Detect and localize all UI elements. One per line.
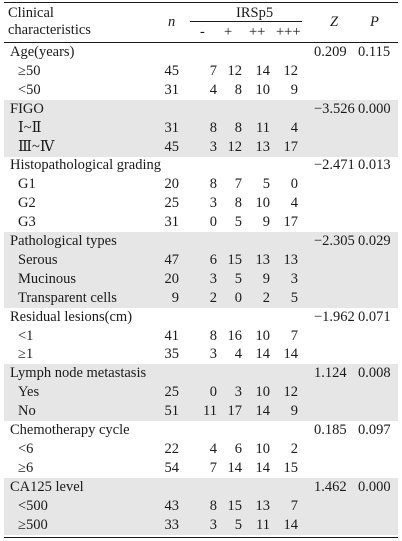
n-value: 20	[164, 270, 179, 287]
header-irsp5: IRSp5	[236, 5, 274, 21]
p-value: 0.008	[358, 365, 391, 382]
plus-count: 8	[234, 119, 242, 136]
top-rule	[4, 2, 398, 3]
z-value: 0.209	[314, 44, 347, 60]
minus-count: 8	[209, 176, 217, 193]
header-plusplus: ++	[249, 24, 266, 40]
table-row	[0, 497, 402, 516]
table-row	[0, 402, 402, 421]
n-value: 45	[164, 62, 179, 79]
table-row	[0, 251, 402, 270]
minus-count: 4	[209, 81, 217, 98]
n-value: 22	[164, 440, 179, 457]
plus-count: 15	[227, 497, 242, 514]
table-row	[0, 289, 402, 308]
table-row	[0, 270, 402, 289]
subgroup-label: Ⅰ~Ⅱ	[18, 119, 42, 136]
plusplus-count: 13	[255, 251, 270, 268]
table-row	[0, 119, 402, 138]
n-value: 33	[164, 516, 179, 533]
z-value: 0.185	[314, 422, 347, 438]
table-row	[0, 62, 402, 81]
p-value: 0.013	[358, 157, 391, 174]
table-row	[0, 138, 402, 157]
table-row	[0, 175, 402, 194]
plusplusplus-count: 17	[283, 138, 298, 155]
plusplusplus-count: 0	[290, 176, 298, 193]
z-value: 1.462	[314, 478, 347, 495]
plusplusplus-count: 13	[283, 251, 298, 268]
n-value: 25	[164, 195, 179, 212]
p-value: 0.115	[358, 44, 391, 60]
table-row	[0, 459, 402, 478]
plusplusplus-count: 17	[283, 214, 298, 231]
header-minus: -	[200, 24, 205, 40]
n-value: 35	[164, 346, 179, 363]
category-row	[0, 478, 402, 497]
plus-count: 12	[227, 138, 242, 155]
plusplusplus-count: 12	[283, 384, 298, 401]
plusplus-count: 10	[255, 327, 270, 344]
category-row	[0, 308, 402, 327]
subgroup-label: ≥500	[18, 516, 48, 533]
n-value: 45	[164, 138, 179, 155]
category-row	[0, 232, 402, 251]
header-p: P	[370, 14, 379, 30]
plusplusplus-count: 14	[283, 516, 298, 533]
plus-count: 8	[234, 195, 242, 212]
plusplus-count: 10	[255, 384, 270, 401]
n-value: 43	[164, 497, 179, 514]
plusplus-count: 9	[262, 214, 270, 231]
subgroup-label: <1	[18, 327, 34, 344]
category-row	[0, 364, 402, 383]
plusplus-count: 10	[255, 195, 270, 212]
plusplusplus-count: 7	[290, 327, 298, 344]
plusplusplus-count: 2	[290, 440, 298, 457]
bottom-rule	[4, 537, 398, 538]
category-row	[0, 421, 402, 440]
plus-count: 17	[227, 403, 242, 420]
header-clinical: Clinical	[8, 5, 54, 21]
n-value: 9	[171, 289, 179, 306]
plus-count: 16	[227, 327, 242, 344]
p-value: 0.000	[358, 100, 391, 117]
subgroup-label: Mucinous	[18, 270, 76, 287]
category-row	[0, 100, 402, 119]
p-value: 0.071	[358, 308, 391, 325]
plusplusplus-count: 3	[290, 270, 298, 287]
p-value: 0.029	[358, 233, 391, 249]
table-row	[0, 383, 402, 402]
n-value: 31	[164, 81, 179, 98]
table-row	[0, 81, 402, 100]
plusplusplus-count: 7	[290, 497, 298, 514]
subgroup-label: Ⅲ~Ⅳ	[18, 138, 55, 155]
category-label: FIGO	[10, 100, 44, 117]
subgroup-label: G3	[18, 214, 36, 231]
subgroup-label: No	[18, 403, 36, 420]
subgroup-label: <50	[18, 81, 41, 98]
plusplus-count: 10	[255, 81, 270, 98]
minus-count: 8	[209, 119, 217, 136]
p-value: 0.097	[358, 422, 391, 438]
header-plus: +	[224, 24, 233, 40]
n-value: 31	[164, 119, 179, 136]
table-row	[0, 213, 402, 232]
plusplusplus-count: 15	[283, 459, 298, 476]
category-label: Pathological types	[10, 233, 117, 249]
plus-count: 0	[234, 289, 242, 306]
n-value: 25	[164, 384, 179, 401]
header-n: n	[168, 14, 176, 30]
subgroup-label: ≥1	[18, 346, 34, 363]
subgroup-label: <6	[18, 440, 34, 457]
plusplus-count: 11	[256, 516, 270, 533]
plusplus-count: 9	[262, 270, 270, 287]
plus-count: 14	[227, 459, 242, 476]
plusplusplus-count: 4	[290, 119, 298, 136]
plusplus-count: 14	[255, 403, 270, 420]
header-z: Z	[330, 14, 339, 30]
n-value: 47	[164, 251, 179, 268]
plusplus-count: 14	[255, 62, 270, 79]
category-label: Chemotherapy cycle	[10, 422, 130, 438]
minus-count: 3	[209, 270, 217, 287]
plusplus-count: 5	[262, 176, 270, 193]
plus-count: 12	[227, 62, 242, 79]
z-value: 1.124	[314, 365, 347, 382]
category-row	[0, 156, 402, 175]
subgroup-label: Yes	[18, 384, 40, 401]
n-value: 31	[164, 214, 179, 231]
plus-count: 5	[234, 270, 242, 287]
minus-count: 6	[209, 251, 217, 268]
header-characteristics: characteristics	[8, 22, 91, 38]
minus-count: 11	[203, 403, 217, 420]
n-value: 20	[164, 176, 179, 193]
plus-count: 7	[234, 176, 242, 193]
minus-count: 2	[209, 289, 217, 306]
minus-count: 0	[209, 384, 217, 401]
subgroup-label: G1	[18, 176, 36, 193]
minus-count: 8	[209, 497, 217, 514]
category-row	[0, 43, 402, 62]
plusplusplus-count: 9	[290, 403, 298, 420]
minus-count: 3	[209, 346, 217, 363]
plus-count: 5	[234, 214, 242, 231]
plus-count: 8	[234, 81, 242, 98]
plusplusplus-count: 12	[283, 62, 298, 79]
subgroup-label: ≥50	[18, 62, 41, 79]
plus-count: 5	[234, 516, 242, 533]
group-rule	[190, 21, 302, 22]
category-label: Histopathological grading	[10, 157, 162, 174]
category-label: Age(years)	[10, 44, 75, 60]
minus-count: 7	[209, 459, 217, 476]
table-row	[0, 440, 402, 459]
category-label: Residual lesions(cm)	[10, 308, 133, 325]
minus-count: 3	[209, 516, 217, 533]
plus-count: 3	[234, 384, 242, 401]
table-row	[0, 194, 402, 213]
table-row	[0, 345, 402, 364]
table-row	[0, 516, 402, 535]
subgroup-label: ≥6	[18, 459, 34, 476]
z-value: −3.526	[314, 100, 355, 117]
plusplus-count: 13	[255, 138, 270, 155]
minus-count: 0	[209, 214, 217, 231]
plusplus-count: 2	[262, 289, 270, 306]
category-label: Lymph node metastasis	[10, 365, 147, 382]
plusplus-count: 11	[256, 119, 270, 136]
subgroup-label: G2	[18, 195, 36, 212]
plusplusplus-count: 9	[290, 81, 298, 98]
n-value: 51	[164, 403, 179, 420]
z-value: −1.962	[314, 308, 355, 325]
z-value: −2.471	[314, 157, 355, 174]
plusplus-count: 13	[255, 497, 270, 514]
z-value: −2.305	[314, 233, 355, 249]
minus-count: 3	[209, 195, 217, 212]
subgroup-label: Transparent cells	[18, 289, 117, 306]
minus-count: 3	[209, 138, 217, 155]
n-value: 54	[164, 459, 179, 476]
plusplusplus-count: 4	[290, 195, 298, 212]
n-value: 41	[164, 327, 179, 344]
minus-count: 4	[209, 440, 217, 457]
header-plusplusplus: +++	[276, 24, 301, 40]
minus-count: 8	[209, 327, 217, 344]
p-value: 0.000	[358, 478, 391, 495]
plusplus-count: 14	[255, 459, 270, 476]
plusplusplus-count: 14	[283, 346, 298, 363]
subgroup-label: Serous	[18, 251, 58, 268]
plus-count: 6	[234, 440, 242, 457]
plusplus-count: 10	[255, 440, 270, 457]
plus-count: 4	[234, 346, 242, 363]
plusplus-count: 14	[255, 346, 270, 363]
category-label: CA125 level	[10, 478, 84, 495]
plus-count: 15	[227, 251, 242, 268]
table-row	[0, 327, 402, 346]
plusplusplus-count: 5	[290, 289, 298, 306]
minus-count: 7	[209, 62, 217, 79]
subgroup-label: <500	[18, 497, 48, 514]
